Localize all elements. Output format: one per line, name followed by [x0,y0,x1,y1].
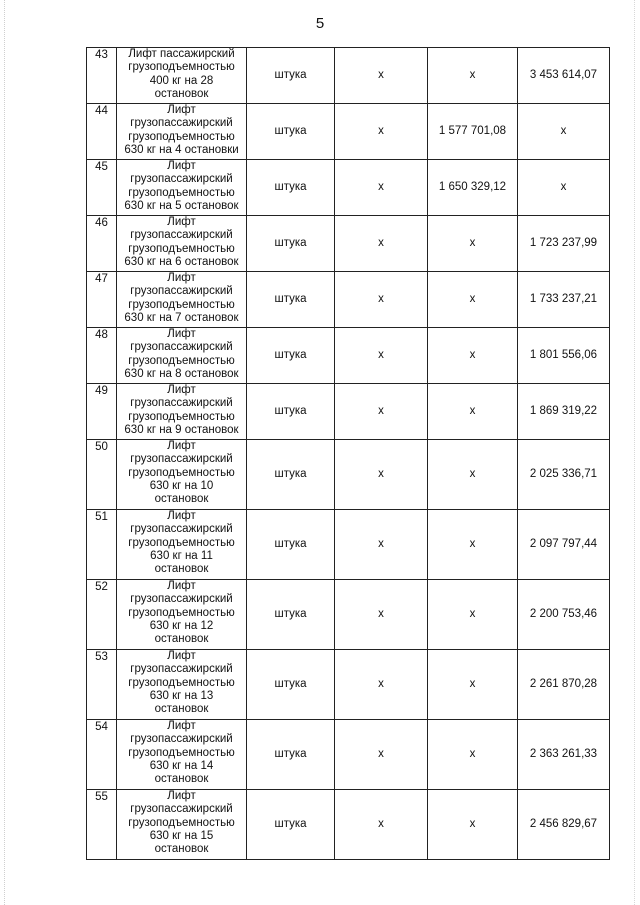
value-col4-cell: х [335,104,428,160]
item-name-line: грузопассажирский [130,341,233,354]
item-name-line: 630 кг на 15 [149,829,214,842]
row-number-cell: 52 [87,580,117,650]
value-col6-cell: 1 869 319,22 [518,384,610,440]
item-name-line: 630 кг на 10 [149,479,214,492]
item-name-line: остановок [154,773,209,786]
row-number-cell: 54 [87,720,117,790]
item-name-line: Лифт [167,510,196,522]
item-name-line: 630 кг на 13 [149,689,214,702]
row-number-cell: 49 [87,384,117,440]
item-name-line: грузоподъемностью [128,816,235,829]
item-name-line: остановок [154,703,209,716]
item-name-line: грузоподъемностью [128,606,235,619]
value-col4-cell: х [335,650,428,720]
value-col6-cell: 2 261 870,28 [518,650,610,720]
item-name-line: Лифт [167,580,196,592]
item-name-line: 400 кг на 28 [149,74,214,87]
item-name-line: Лифт [167,104,196,116]
row-number-cell: 48 [87,328,117,384]
item-name-line: 630 кг на 4 остановки [124,143,239,156]
value-col4-cell: х [335,216,428,272]
price-table [86,47,610,860]
value-col4-cell: х [335,440,428,510]
item-name-cell [117,720,247,790]
item-name-line: Лифт [167,160,196,172]
table-row [87,790,610,860]
table-row [87,48,610,104]
item-name-line: остановок [154,843,209,856]
value-col6-cell: 1 733 237,21 [518,272,610,328]
unit-cell: штука [247,510,335,580]
value-col5-cell: х [428,650,518,720]
scan-edge-left [4,0,6,905]
unit-cell: штука [247,160,335,216]
page-number: 5 [315,15,325,32]
value-col6-cell: 2 456 829,67 [518,790,610,860]
item-name-cell [117,216,247,272]
value-col5-cell: х [428,720,518,790]
value-col4-cell: х [335,790,428,860]
value-col5-cell: 1 577 701,08 [428,104,518,160]
value-col5-cell: х [428,510,518,580]
unit-cell: штука [247,384,335,440]
table-row [87,272,610,328]
table-row [87,650,610,720]
item-name-line: грузоподъемностью [128,354,235,367]
value-col6-cell: 2 363 261,33 [518,720,610,790]
value-col6-cell: 1 801 556,06 [518,328,610,384]
item-name-line: грузопассажирский [130,453,233,466]
table-row [87,720,610,790]
value-col6-cell: х [518,104,610,160]
item-name-line: грузоподъемностью [128,130,235,143]
item-name-cell [117,440,247,510]
unit-cell: штука [247,272,335,328]
value-col6-cell: 2 200 753,46 [518,580,610,650]
unit-cell: штука [247,650,335,720]
item-name-line: 630 кг на 14 [149,759,214,772]
item-name-line: Лифт [167,272,196,284]
row-number-cell: 45 [87,160,117,216]
item-name-line: грузоподъемностью [128,186,235,199]
value-col6-cell: 3 453 614,07 [518,48,610,104]
item-name-line: Лифт [167,650,196,662]
item-name-line: 630 кг на 7 остановок [124,311,239,324]
table-body [87,48,610,860]
item-name-line: 630 кг на 8 остановок [124,367,239,380]
value-col5-cell: х [428,272,518,328]
item-name-cell [117,580,247,650]
item-name-line: Лифт [167,720,196,732]
item-name-line: грузопассажирский [130,733,233,746]
item-name-cell [117,384,247,440]
row-number-cell: 50 [87,440,117,510]
table-row [87,160,610,216]
item-name-line: грузопассажирский [130,523,233,536]
unit-cell: штука [247,790,335,860]
item-name-line: грузоподъемностью [128,536,235,549]
item-name-line: грузоподъемностью [128,298,235,311]
table-row [87,328,610,384]
item-name-line: Лифт пассажирский [128,48,235,60]
item-name-line: грузоподъемностью [128,410,235,423]
item-name-line: остановок [154,633,209,646]
item-name-line: 630 кг на 11 [150,549,213,562]
unit-cell: штука [247,580,335,650]
table-row [87,580,610,650]
item-name-line: 630 кг на 12 [149,619,214,632]
scan-edge-right [634,0,636,905]
row-number-cell: 46 [87,216,117,272]
row-number-cell: 43 [87,48,117,104]
value-col5-cell: х [428,48,518,104]
value-col5-cell: х [428,580,518,650]
value-col6-cell: 2 097 797,44 [518,510,610,580]
value-col4-cell: х [335,160,428,216]
value-col6-cell: х [518,160,610,216]
item-name-cell [117,272,247,328]
item-name-line: грузоподъемностью [128,746,235,759]
value-col4-cell: х [335,48,428,104]
item-name-cell [117,790,247,860]
item-name-line: грузопассажирский [130,663,233,676]
value-col4-cell: х [335,510,428,580]
table-row [87,440,610,510]
item-name-line: Лифт [167,790,196,802]
value-col4-cell: х [335,580,428,650]
item-name-cell [117,328,247,384]
item-name-line: грузопассажирский [130,173,233,186]
item-name-line: 630 кг на 5 остановок [124,199,239,212]
item-name-line: грузоподъемностью [128,61,235,74]
item-name-line: Лифт [167,384,196,396]
value-col5-cell: х [428,440,518,510]
table-row [87,216,610,272]
value-col4-cell: х [335,720,428,790]
unit-cell: штука [247,720,335,790]
item-name-line: остановок [154,493,209,506]
item-name-line: остановок [154,563,209,576]
item-name-line: остановок [154,87,209,100]
item-name-line: грузопассажирский [130,593,233,606]
value-col6-cell: 2 025 336,71 [518,440,610,510]
item-name-line: грузопассажирский [130,117,233,130]
item-name-cell [117,650,247,720]
item-name-line: Лифт [167,440,196,452]
item-name-cell [117,510,247,580]
value-col4-cell: х [335,328,428,384]
item-name-cell [117,104,247,160]
item-name-line: Лифт [167,328,196,340]
value-col5-cell: х [428,384,518,440]
table-row [87,384,610,440]
row-number-cell: 55 [87,790,117,860]
table-row [87,510,610,580]
row-number-cell: 44 [87,104,117,160]
value-col5-cell: 1 650 329,12 [428,160,518,216]
table-row [87,104,610,160]
unit-cell: штука [247,440,335,510]
item-name-line: грузопассажирский [130,229,233,242]
unit-cell: штука [247,328,335,384]
value-col5-cell: х [428,216,518,272]
item-name-line: 630 кг на 9 остановок [124,423,239,436]
item-name-line: грузопассажирский [130,397,233,410]
value-col6-cell: 1 723 237,99 [518,216,610,272]
row-number-cell: 51 [87,510,117,580]
value-col5-cell: х [428,790,518,860]
value-col4-cell: х [335,384,428,440]
unit-cell: штука [247,216,335,272]
row-number-cell: 53 [87,650,117,720]
item-name-line: грузоподъемностью [128,676,235,689]
item-name-line: грузоподъемностью [128,242,235,255]
item-name-line: Лифт [167,216,196,228]
item-name-line: грузоподъемностью [128,466,235,479]
unit-cell: штука [247,48,335,104]
item-name-cell [117,48,247,104]
unit-cell: штука [247,104,335,160]
value-col5-cell: х [428,328,518,384]
value-col4-cell: х [335,272,428,328]
item-name-line: грузопассажирский [130,285,233,298]
item-name-line: грузопассажирский [130,803,233,816]
item-name-line: 630 кг на 6 остановок [124,255,239,268]
item-name-cell [117,160,247,216]
row-number-cell: 47 [87,272,117,328]
